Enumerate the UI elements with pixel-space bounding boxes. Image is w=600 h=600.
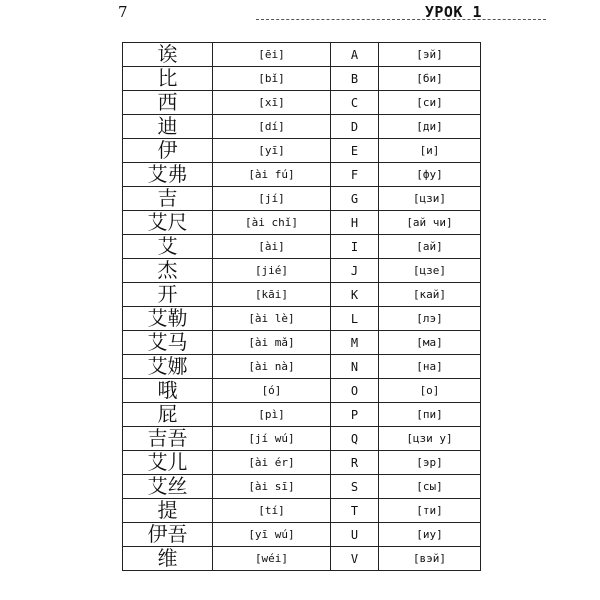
alphabet-table [122, 42, 481, 571]
russian-transcription-cell: [лэ] [379, 307, 481, 331]
table-row [123, 115, 481, 139]
latin-letter-cell: M [331, 331, 379, 355]
hanzi-cell: 艾儿 [123, 451, 213, 475]
pinyin-cell: [ēi] [213, 43, 331, 67]
latin-letter-cell: R [331, 451, 379, 475]
table-row [123, 67, 481, 91]
hanzi-cell: 迪 [123, 115, 213, 139]
latin-letter-cell: O [331, 379, 379, 403]
pinyin-cell: [bǐ] [213, 67, 331, 91]
hanzi-cell: 开 [123, 283, 213, 307]
russian-transcription-cell: [ти] [379, 499, 481, 523]
pinyin-cell: [jí] [213, 187, 331, 211]
russian-transcription-cell: [цзи у] [379, 427, 481, 451]
russian-transcription-cell: [эй] [379, 43, 481, 67]
russian-transcription-cell: [на] [379, 355, 481, 379]
latin-letter-cell: N [331, 355, 379, 379]
latin-letter-cell: G [331, 187, 379, 211]
alphabet-table-body [123, 43, 481, 571]
russian-transcription-cell: [иу] [379, 523, 481, 547]
pinyin-cell: [ài] [213, 235, 331, 259]
table-row [123, 475, 481, 499]
pinyin-cell: [dí] [213, 115, 331, 139]
pinyin-cell: [wéi] [213, 547, 331, 571]
russian-transcription-cell: [фу] [379, 163, 481, 187]
russian-transcription-cell: [би] [379, 67, 481, 91]
table-row [123, 547, 481, 571]
table-row [123, 331, 481, 355]
hanzi-cell: 伊 [123, 139, 213, 163]
russian-transcription-cell: [эр] [379, 451, 481, 475]
hanzi-cell: 艾尺 [123, 211, 213, 235]
hanzi-cell: 诶 [123, 43, 213, 67]
russian-transcription-cell: [ма] [379, 331, 481, 355]
pinyin-cell: [yī] [213, 139, 331, 163]
lesson-label: УРОК 1 [424, 3, 482, 21]
hanzi-cell: 比 [123, 67, 213, 91]
pinyin-cell: [ài chǐ] [213, 211, 331, 235]
russian-transcription-cell: [и] [379, 139, 481, 163]
russian-transcription-cell: [вэй] [379, 547, 481, 571]
latin-letter-cell: D [331, 115, 379, 139]
table-row [123, 523, 481, 547]
latin-letter-cell: S [331, 475, 379, 499]
table-row [123, 139, 481, 163]
hanzi-cell: 艾勒 [123, 307, 213, 331]
table-row [123, 403, 481, 427]
russian-transcription-cell: [пи] [379, 403, 481, 427]
pinyin-cell: [jí wú] [213, 427, 331, 451]
pinyin-cell: [ài nà] [213, 355, 331, 379]
table-row [123, 235, 481, 259]
russian-transcription-cell: [сы] [379, 475, 481, 499]
hanzi-cell: 伊吾 [123, 523, 213, 547]
table-row [123, 283, 481, 307]
hanzi-cell: 艾丝 [123, 475, 213, 499]
pinyin-cell: [kāi] [213, 283, 331, 307]
russian-transcription-cell: [си] [379, 91, 481, 115]
pinyin-cell: [tí] [213, 499, 331, 523]
latin-letter-cell: B [331, 67, 379, 91]
pinyin-cell: [ài mǎ] [213, 331, 331, 355]
latin-letter-cell: L [331, 307, 379, 331]
table-row [123, 211, 481, 235]
latin-letter-cell: V [331, 547, 379, 571]
table-row [123, 163, 481, 187]
table-row [123, 355, 481, 379]
russian-transcription-cell: [ай] [379, 235, 481, 259]
table-row [123, 379, 481, 403]
hanzi-cell: 艾弗 [123, 163, 213, 187]
pinyin-cell: [ài ér] [213, 451, 331, 475]
pinyin-cell: [jié] [213, 259, 331, 283]
hanzi-cell: 艾娜 [123, 355, 213, 379]
latin-letter-cell: U [331, 523, 379, 547]
table-row [123, 499, 481, 523]
table-row [123, 91, 481, 115]
pinyin-cell: [xī] [213, 91, 331, 115]
latin-letter-cell: T [331, 499, 379, 523]
latin-letter-cell: K [331, 283, 379, 307]
pinyin-cell: [ài fú] [213, 163, 331, 187]
table-row [123, 427, 481, 451]
russian-transcription-cell: [цзи] [379, 187, 481, 211]
hanzi-cell: 西 [123, 91, 213, 115]
pinyin-cell: [pì] [213, 403, 331, 427]
latin-letter-cell: Q [331, 427, 379, 451]
russian-transcription-cell: [цзе] [379, 259, 481, 283]
latin-letter-cell: H [331, 211, 379, 235]
pinyin-cell: [ài sī] [213, 475, 331, 499]
table-row [123, 307, 481, 331]
russian-transcription-cell: [кай] [379, 283, 481, 307]
table-row [123, 451, 481, 475]
latin-letter-cell: I [331, 235, 379, 259]
hanzi-cell: 吉吾 [123, 427, 213, 451]
pinyin-cell: [ài lè] [213, 307, 331, 331]
latin-letter-cell: C [331, 91, 379, 115]
hanzi-cell: 维 [123, 547, 213, 571]
table-row [123, 187, 481, 211]
hanzi-cell: 哦 [123, 379, 213, 403]
latin-letter-cell: A [331, 43, 379, 67]
russian-transcription-cell: [ди] [379, 115, 481, 139]
russian-transcription-cell: [ай чи] [379, 211, 481, 235]
pinyin-cell: [ó] [213, 379, 331, 403]
page-number: 7 [118, 3, 128, 21]
latin-letter-cell: E [331, 139, 379, 163]
hanzi-cell: 杰 [123, 259, 213, 283]
latin-letter-cell: F [331, 163, 379, 187]
russian-transcription-cell: [о] [379, 379, 481, 403]
header-dashed-divider [256, 19, 546, 20]
latin-letter-cell: J [331, 259, 379, 283]
page-header [118, 2, 482, 22]
hanzi-cell: 艾 [123, 235, 213, 259]
table-row [123, 259, 481, 283]
hanzi-cell: 提 [123, 499, 213, 523]
table-row [123, 43, 481, 67]
hanzi-cell: 屁 [123, 403, 213, 427]
hanzi-cell: 艾马 [123, 331, 213, 355]
latin-letter-cell: P [331, 403, 379, 427]
pinyin-cell: [yī wú] [213, 523, 331, 547]
hanzi-cell: 吉 [123, 187, 213, 211]
